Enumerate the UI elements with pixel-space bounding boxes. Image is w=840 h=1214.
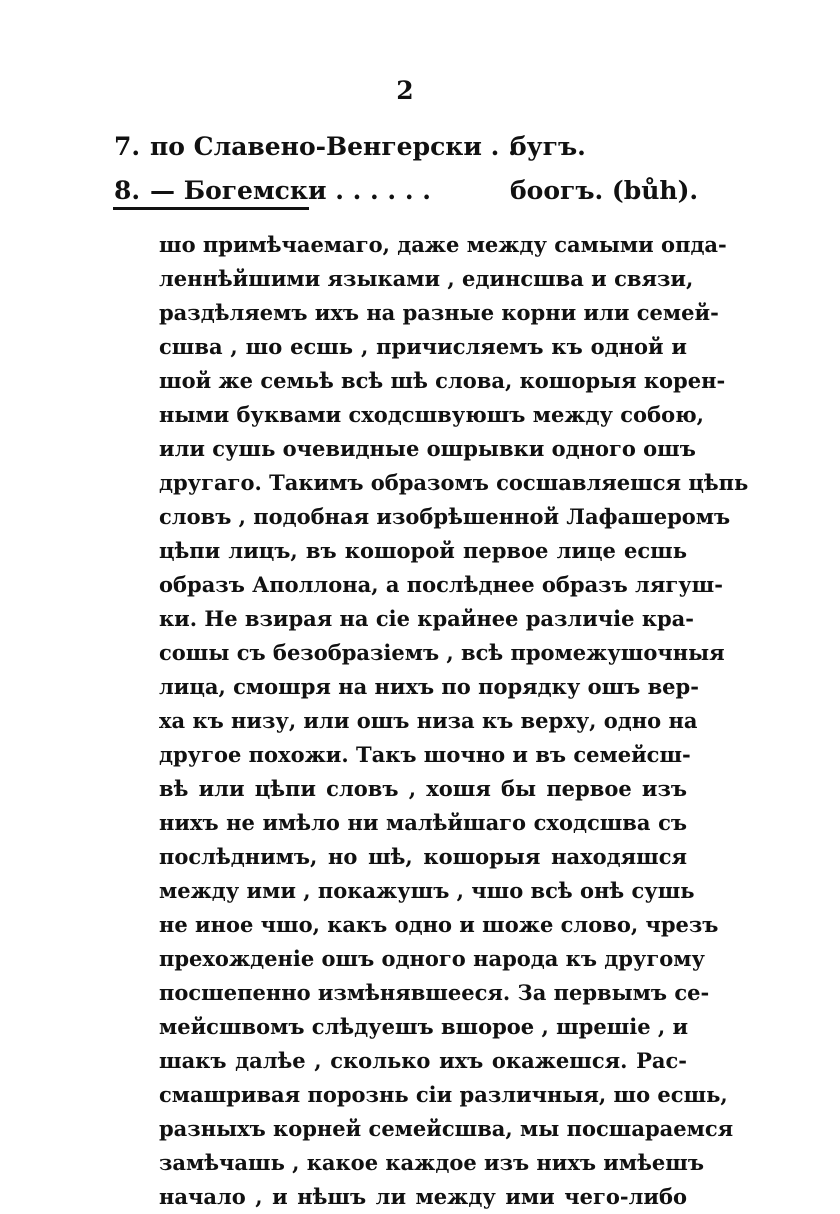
text-line: лица, смошря на нихъ по порядку ошъ вер- (159, 674, 699, 699)
footnote-row (114, 124, 704, 168)
text-line: ха къ низу, или ошъ низа къ верху, одно на (159, 708, 698, 733)
text-line: другаго. Такимъ образомъ сосшавляешся цѣпь (159, 470, 749, 495)
body-text (159, 228, 749, 1214)
text-line: прехожденiе ошъ одного народа къ другому (159, 946, 705, 971)
footnote-word: бугъ. (510, 131, 586, 161)
text-line: словъ , подобная изобрѣшенной Лафашеромъ (159, 504, 731, 529)
text-line: замѣчашь , какое каждое изъ нихъ имѣешъ (159, 1150, 704, 1175)
text-line: разныхъ корней семейсшва, мы посшараемся (159, 1116, 734, 1141)
text-line: шой же семьѣ всѣ шѣ слова, кошорыя корен- (159, 368, 726, 393)
footnote-number: 8. (114, 175, 141, 205)
footnote-language: — Богемски . . . . . . (150, 175, 431, 205)
text-line: сшва , шо есшь , причисляемъ къ одной и (159, 334, 687, 359)
footnote-language: по Славено-Венгерски . . (150, 131, 517, 161)
text-line: шо примѣчаемаго, даже между самыми опда- (159, 232, 727, 257)
text-line: смашривая порознь сiи различныя, шо есшь, (159, 1082, 728, 1107)
text-line: цѣпи лицъ, въ кошорой первое лице есшь (159, 538, 687, 563)
text-line: раздѣляемъ ихъ на разные корни или семей- (159, 300, 719, 325)
page-number: 2 (396, 76, 414, 105)
text-line: послѣднимъ, но шѣ, кошорыя находяшся (159, 844, 687, 869)
text-line: мейсшвомъ слѣдуешъ вшорое , шрешiе , и (159, 1014, 689, 1039)
text-line: шакъ далѣе , сколько ихъ окажешся. Рас- (159, 1048, 687, 1073)
text-line: начало , и нѣшъ ли между ими чего-либо (159, 1184, 687, 1209)
text-line: леннѣйшими языками , единсшва и связи, (159, 266, 694, 291)
footnote-list (114, 124, 704, 212)
footnote-number: 7. (114, 131, 141, 161)
footnote-divider (113, 207, 309, 210)
text-line: другое похожи. Такъ шочно и въ семейсш- (159, 742, 691, 767)
text-line: между ими , покажушъ , чшо всѣ онѣ сушь (159, 878, 695, 903)
footnote-word: боогъ. (bůh). (510, 175, 699, 205)
footnote-row (114, 168, 704, 212)
text-line: сошы съ безобразiемъ , всѣ промежушочныя (159, 640, 725, 665)
text-line: или сушь очевидные ошрывки одного ошъ (159, 436, 696, 461)
text-line: вѣ или цѣпи словъ , хошя бы первое изъ (159, 776, 687, 801)
text-line: ки. Не взирая на сiе крайнее различiе кра- (159, 606, 694, 631)
text-line: не иное чшо, какъ одно и шоже слово, чрезъ (159, 912, 719, 937)
text-line: нихъ не имѣло ни малѣйшаго сходсшва съ (159, 810, 687, 835)
text-line: посшепенно измѣнявшееся. За первымъ се- (159, 980, 710, 1005)
text-line: ными буквами сходсшвуюшъ между собою, (159, 402, 704, 427)
text-line: образъ Аполлона, а послѣднее образъ лягуш- (159, 572, 723, 597)
